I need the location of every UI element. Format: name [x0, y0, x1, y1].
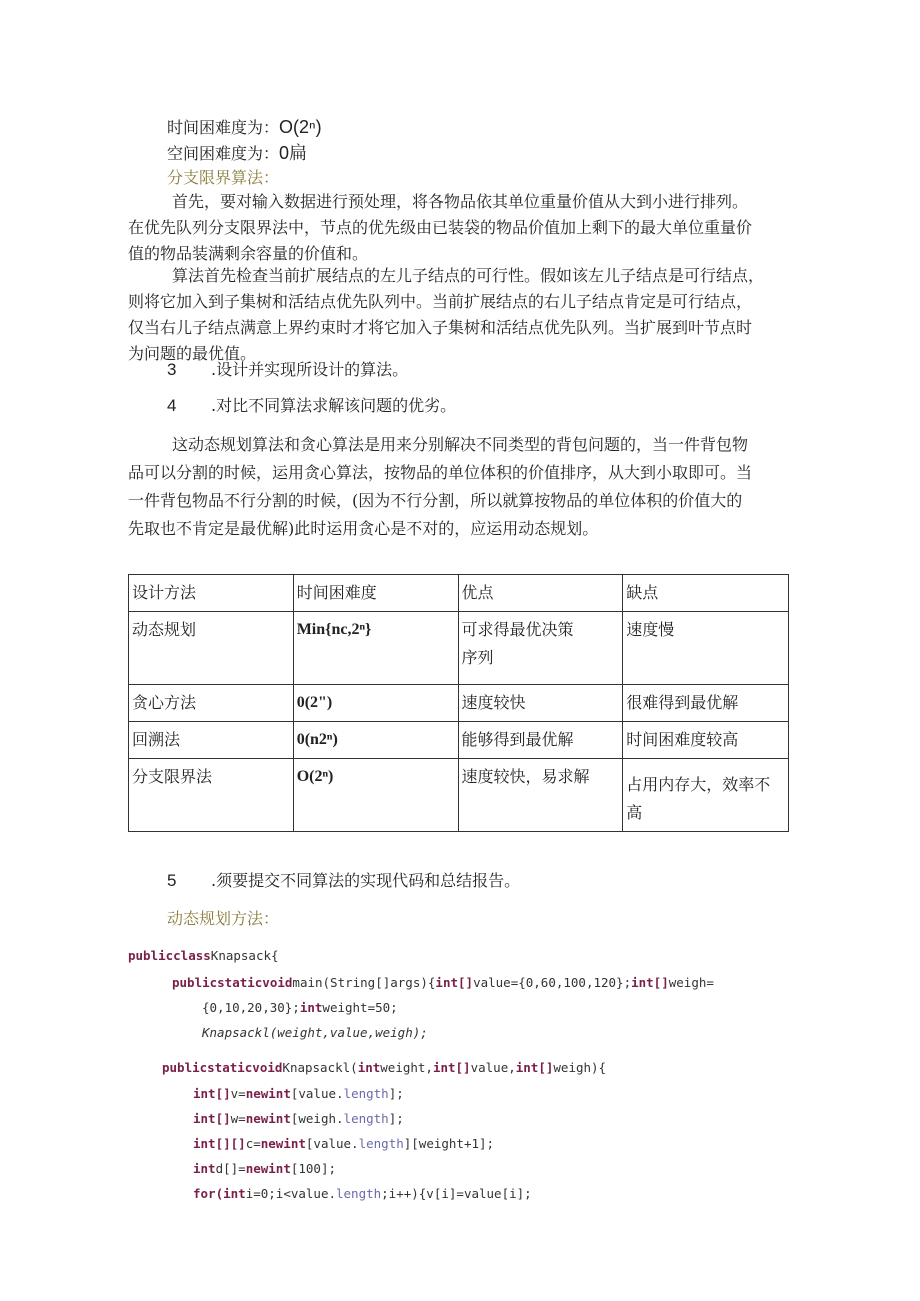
code-line [202, 995, 398, 1020]
method-cell: 贪心方法 [129, 685, 294, 722]
time-complexity-value: O(2ⁿ) [279, 117, 322, 137]
code-text: weight, [380, 1060, 433, 1075]
paragraph-line: 这动态规划算法和贪心算法是用来分别解决不同类型的背包问题的，当一件背包物 [172, 435, 749, 454]
code-line [172, 970, 714, 995]
code-line [193, 1181, 532, 1206]
con-cell: 很难得到最优解 [623, 685, 789, 722]
paragraph-line: 品可以分割的时候，运用贪心算法，按物品的单位体积的价值排序，从大到小取即可。当 [128, 463, 753, 482]
code-line [162, 1055, 606, 1080]
paragraph-line: 为问题的最优值。 [128, 344, 257, 363]
space-complexity-label: 空间困难度为： [167, 144, 280, 163]
code-keyword: newint [245, 1111, 291, 1126]
time-cell: 0(2") [293, 685, 458, 722]
list-item-4 [167, 396, 456, 416]
time-complexity-line [167, 117, 322, 138]
space-complexity-value: 0扁 [279, 143, 308, 163]
code-text: main(String[]args){ [292, 975, 436, 990]
pro-cell: 可求得最优决策 序列 [458, 612, 623, 685]
code-field: length [343, 1086, 389, 1101]
code-text: {0,10,20,30}; [202, 1000, 300, 1015]
code-keyword: int [299, 1000, 323, 1015]
code-keyword: int[] [193, 1111, 231, 1126]
code-keyword: int [357, 1060, 381, 1075]
method-cell: 动态规划 [129, 612, 294, 685]
time-cell: Min{nc,2ⁿ} [293, 612, 458, 685]
dp-heading: 动态规划方法： [167, 909, 280, 928]
header-cell: 设计方法 [129, 575, 294, 612]
pro-cell: 速度较快 [458, 685, 623, 722]
code-keyword: for(int [193, 1186, 246, 1201]
code-keyword: newint [245, 1161, 291, 1176]
algorithm-comparison-table [128, 574, 789, 832]
paragraph-line: 算法首先检查当前扩展结点的左儿子结点的可行性。假如该左儿子结点是可行结点， [172, 266, 765, 285]
code-text: value={0,60,100,120}; [473, 975, 632, 990]
code-text: v= [230, 1086, 246, 1101]
paragraph-line: 先取也不肯定是最优解)此时运用贪心是不对的，应运用动态规划。 [128, 519, 599, 538]
code-keyword: int[][] [193, 1136, 246, 1151]
code-text: ]; [388, 1111, 404, 1126]
code-text: [value. [305, 1136, 359, 1151]
paragraph-line: 则将它加入到子集树和活结点优先队列中。当前扩展结点的右儿子结点肯定是可行结点， [128, 292, 753, 311]
method-cell: 分支限界法 [129, 759, 294, 832]
time-cell: O(2ⁿ) [293, 759, 458, 832]
header-cell: 缺点 [623, 575, 789, 612]
table-row [129, 685, 789, 722]
code-line [128, 943, 279, 968]
code-text: ;i++){v[i]=value[i]; [381, 1186, 532, 1201]
code-keyword: int[] [435, 975, 474, 990]
code-line [193, 1081, 404, 1106]
list-item-number: 5 [167, 871, 177, 890]
code-keyword: publicstaticvoid [172, 975, 293, 990]
code-line [193, 1106, 404, 1131]
code-keyword: int[] [432, 1060, 471, 1075]
code-keyword: newint [245, 1086, 291, 1101]
code-keyword: int [193, 1161, 216, 1176]
code-keyword: int[] [631, 975, 669, 990]
code-text: [100]; [290, 1161, 336, 1176]
list-item-text: .设计并实现所设计的算法。 [211, 360, 409, 379]
code-text: weight=50; [322, 1000, 398, 1015]
time-cell: 0(n2ⁿ) [293, 722, 458, 759]
code-keyword: int[] [193, 1086, 231, 1101]
code-text: Knapsack{ [210, 948, 279, 963]
code-keyword: publicstaticvoid [162, 1060, 283, 1075]
code-keyword: int[] [515, 1060, 554, 1075]
list-item-number: 3 [167, 360, 177, 379]
code-line: Knapsackl(weight,value,weigh); [202, 1025, 428, 1040]
code-keyword: publicclass [128, 948, 211, 963]
code-text: [value. [290, 1086, 344, 1101]
paragraph-line: 一件背包物品不行分割的时候，(因为不行分割，所以就算按物品的单位体积的价值大的 [128, 491, 743, 510]
code-text: d[]= [215, 1161, 246, 1176]
code-keyword: newint [260, 1136, 306, 1151]
code-field: length [336, 1186, 382, 1201]
header-cell: 优点 [458, 575, 623, 612]
paragraph-line: 仅当右儿子结点满意上界约束时才将它加入子集树和活结点优先队列。当扩展到叶节点时 [128, 318, 753, 337]
code-field: length [358, 1136, 404, 1151]
code-line [193, 1131, 494, 1156]
list-item-5 [167, 871, 520, 891]
con-cell: 速度慢 [623, 612, 789, 685]
code-text: value, [470, 1060, 516, 1075]
method-cell: 回溯法 [129, 722, 294, 759]
list-item-number: 4 [167, 396, 177, 415]
pro-cell: 能够得到最优解 [458, 722, 623, 759]
list-item-3 [167, 360, 408, 380]
code-text: c= [245, 1136, 261, 1151]
code-text: Knapsackl( [282, 1060, 358, 1075]
list-item-text: .须要提交不同算法的实现代码和总结报告。 [211, 871, 521, 890]
pro-cell: 速度较快，易求解 [458, 759, 623, 832]
con-cell: 占用内存大，效率不 高 [623, 759, 789, 832]
header-cell: 时间困难度 [293, 575, 458, 612]
list-item-text: .对比不同算法求解该问题的优劣。 [211, 396, 457, 415]
comparison-paragraph [128, 431, 788, 543]
branch-bound-para1 [128, 189, 788, 267]
table-row [129, 722, 789, 759]
code-text: [weigh. [290, 1111, 344, 1126]
time-complexity-label: 时间困难度为： [167, 118, 280, 137]
code-text: w= [230, 1111, 246, 1126]
paragraph-line: 首先，要对输入数据进行预处理，将各物品依其单位重量价值从大到小进行排列。 [172, 192, 749, 211]
code-line [193, 1156, 336, 1181]
table-row [129, 759, 789, 832]
code-text: ][weight+1]; [403, 1136, 495, 1151]
table-header-row [129, 575, 789, 612]
branch-bound-heading: 分支限界算法： [167, 168, 280, 187]
space-complexity-line [167, 143, 307, 164]
code-text: i=0;i<value. [245, 1186, 336, 1201]
code-text: weigh){ [553, 1060, 607, 1075]
table-row [129, 612, 789, 685]
con-cell: 时间困难度较高 [623, 722, 789, 759]
code-text: weigh= [668, 975, 714, 990]
code-text: ]; [388, 1086, 404, 1101]
paragraph-line: 在优先队列分支限界法中，节点的优先级由已装袋的物品价值加上剩下的最大单位重量价 [128, 218, 753, 237]
branch-bound-para2 [128, 263, 788, 367]
paragraph-line: 值的物品装满剩余容量的价值和。 [128, 244, 369, 263]
code-field: length [343, 1111, 389, 1126]
